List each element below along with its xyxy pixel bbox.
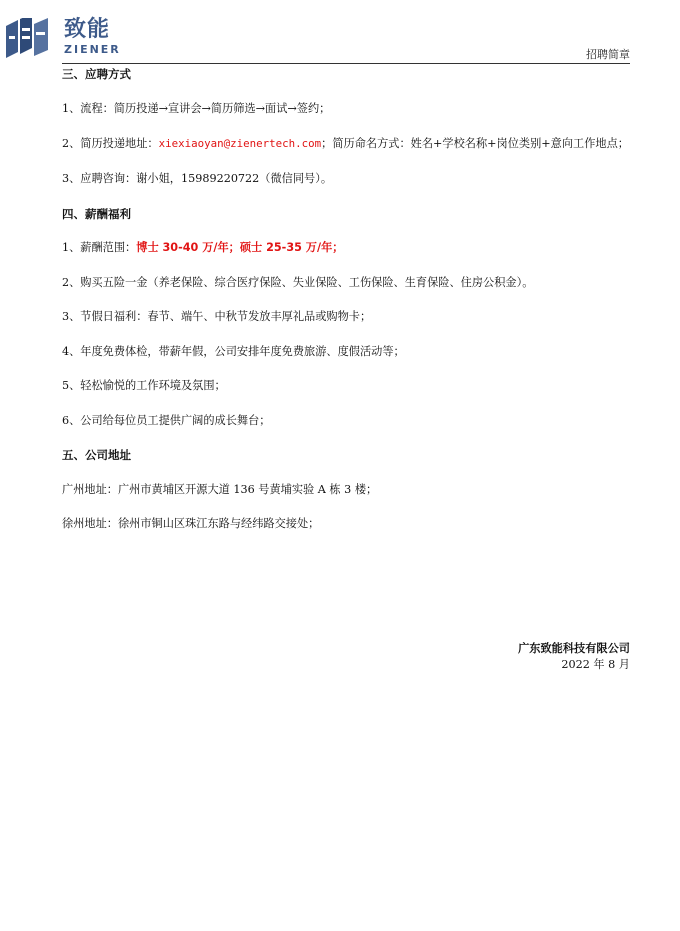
apply-email-suffix: ；简历命名方式：姓名+学校名称+岗位类别+意向工作地点；	[321, 137, 629, 150]
signoff-date: 2022 年 8 月	[561, 658, 630, 671]
section-title-address: 五、公司地址	[62, 448, 131, 462]
salary-range-line	[62, 241, 343, 255]
section-title-apply: 三、应聘方式	[62, 67, 131, 81]
apply-email-line	[62, 137, 629, 151]
signoff-company: 广东致能科技有限公司	[518, 642, 630, 655]
apply-process: 1、流程：简历投递→宣讲会→简历筛选→面试→签约；	[62, 102, 331, 115]
salary-range-label: 1、薪酬范围：	[62, 241, 137, 254]
benefit-growth: 6、公司给每位员工提供广阔的成长舞台；	[62, 414, 271, 427]
signoff-block	[518, 641, 630, 673]
brand-name-cn: 致能	[64, 17, 111, 42]
benefit-checkup: 4、年度免费体检，带薪年假，公司安排年度免费旅游、度假活动等；	[62, 345, 405, 358]
apply-email-link[interactable]: xiexiaoyan@zienertech.com	[158, 137, 322, 150]
benefit-environment: 5、轻松愉悦的工作环境及氛围；	[62, 379, 226, 392]
benefit-holiday: 3、节假日福利：春节、端午、中秋节发放丰厚礼品或购物卡；	[62, 310, 372, 323]
header-divider	[62, 63, 630, 64]
salary-range-value: 博士 30-40 万/年；硕士 25-35 万/年；	[136, 241, 344, 254]
page-header	[0, 0, 680, 64]
brand-name-en: ZIENER	[64, 43, 121, 56]
ziener-logo-icon	[6, 18, 48, 58]
apply-contact: 3、应聘咨询：谢小姐，15989220722（微信同号）。	[62, 172, 333, 185]
address-xuzhou: 徐州地址：徐州市铜山区珠江东路与经纬路交接处；	[62, 517, 320, 530]
apply-email-prefix: 2、简历投递地址：	[62, 137, 159, 150]
benefit-insurance: 2、购买五险一金（养老保险、综合医疗保险、失业保险、工伤保险、生育保险、住房公积金）。	[62, 276, 534, 289]
document-label: 招聘简章	[586, 48, 630, 61]
address-guangzhou: 广州地址：广州市黄埔区开源大道 136 号黄埔实验 A 栋 3 楼；	[62, 483, 378, 496]
section-title-benefits: 四、薪酬福利	[62, 207, 131, 221]
